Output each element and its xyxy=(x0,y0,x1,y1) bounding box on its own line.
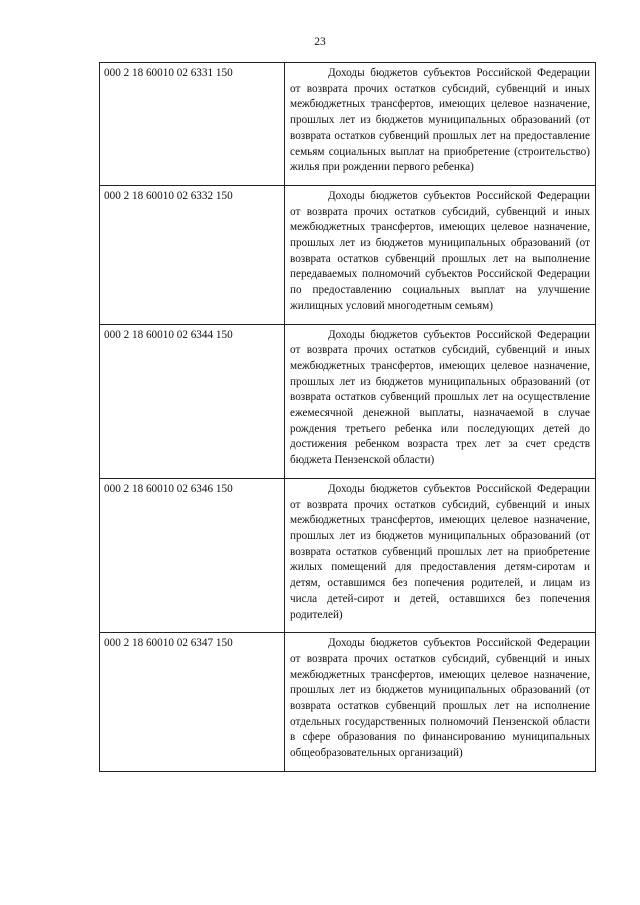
income-description-cell: Доходы бюджетов субъектов Российской Федерации от возврата прочих остатков субсидий, субвенций и иных межбюджетных трансфертов, имеющих целевое назначение, прошлых лет из бюджетов муниципальных образований (от возврата остатков субвенций прошлых лет на осуществление ежемесячной денежной выплаты, назначаемой в случае рождения третьего ребенка или последующих детей до достижения ребенком возраста трех лет за счет средств бюджета Пензенской области) xyxy=(285,324,596,478)
table-row xyxy=(100,478,596,632)
table-row xyxy=(100,185,596,324)
income-description-cell: Доходы бюджетов субъектов Российской Федерации от возврата прочих остатков субсидий, субвенций и иных межбюджетных трансфертов, имеющих целевое назначение, прошлых лет из бюджетов муниципальных образований (от возврата остатков субвенций прошлых лет на исполнение отдельных государственных полномочий Пензенской области в сфере образования по финансированию муниципальных общеобразовательных организаций) xyxy=(285,633,596,772)
table-row xyxy=(100,63,596,186)
budget-code-cell: 000 2 18 60010 02 6346 150 xyxy=(100,478,285,632)
income-description-cell: Доходы бюджетов субъектов Российской Федерации от возврата прочих остатков субсидий, субвенций и иных межбюджетных трансфертов, имеющих целевое назначение, прошлых лет из бюджетов муниципальных образований (от возврата остатков субвенций прошлых лет на выполнение передаваемых полномочий субъектов Российской Федерации по предоставлению социальных выплат на улучшение жилищных условий многодетным семьям) xyxy=(285,185,596,324)
budget-code-cell: 000 2 18 60010 02 6347 150 xyxy=(100,633,285,772)
table-row xyxy=(100,633,596,772)
budget-code-cell: 000 2 18 60010 02 6344 150 xyxy=(100,324,285,478)
budget-codes-table xyxy=(99,62,596,772)
page-number: 23 xyxy=(314,36,326,48)
table-row xyxy=(100,324,596,478)
income-description-cell: Доходы бюджетов субъектов Российской Федерации от возврата прочих остатков субсидий, субвенций и иных межбюджетных трансфертов, имеющих целевое назначение, прошлых лет из бюджетов муниципальных образований (от возврата остатков субвенций прошлых лет на предоставление семьям социальных выплат на приобретение (строительство) жилья при рождении первого ребенка) xyxy=(285,63,596,186)
budget-code-cell: 000 2 18 60010 02 6331 150 xyxy=(100,63,285,186)
income-description-cell: Доходы бюджетов субъектов Российской Федерации от возврата прочих остатков субсидий, субвенций и иных межбюджетных трансфертов, имеющих целевое назначение, прошлых лет из бюджетов муниципальных образований (от возврата остатков субвенций прошлых лет на приобретение жилых помещений для предоставления детям-сиротам и детям, оставшимся без попечения родителей, и лицам из числа детей-сирот и детей, оставшихся без попечения родителей) xyxy=(285,478,596,632)
budget-code-cell: 000 2 18 60010 02 6332 150 xyxy=(100,185,285,324)
